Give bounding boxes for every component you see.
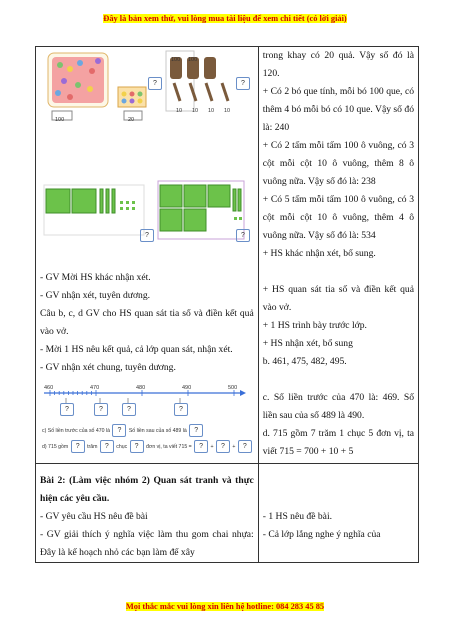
answer-box[interactable]: ? xyxy=(122,403,136,416)
stick-10-d xyxy=(222,83,228,101)
answer-box[interactable]: ? xyxy=(238,440,252,453)
preview-banner: Đây là bản xem thử, vui lòng mua tài liệu để xem chi tiết (có lời giải) xyxy=(103,14,347,23)
text-line: + HS khác nhận xét, bổ sung. xyxy=(262,248,376,259)
text-line: trong khay có 20 quả. Vậy số đó là 120. xyxy=(262,50,414,79)
text-line: + Có 5 tấm mỗi tấm 100 ô vuông, có 3 cột mỗi cột 10 ô vuông, thêm 4 ô vuông nữa. Vậy số đó là: 534 xyxy=(262,194,414,241)
stick-label-10-a: 10 xyxy=(176,108,183,114)
candy-tray xyxy=(118,87,146,107)
tick-label-490: 490 xyxy=(182,385,192,391)
exercise-heading: Bài 2: (Làm việc nhóm 2) Quan sát tranh và thực hiện các yêu cầu. xyxy=(40,475,254,504)
figure-square-blocks xyxy=(40,159,254,269)
text-line: Câu b, c, d GV cho HS quan sát tia số và điền kết quả vào vở. xyxy=(40,308,254,337)
text-line: c. Số liền trước của 470 là: 469. Số liền sau của số 489 là 490. xyxy=(262,392,414,421)
hundred-square xyxy=(72,189,96,213)
stick-label-10-b: 10 xyxy=(192,108,199,114)
answer-box[interactable]: ? xyxy=(148,77,162,90)
hundred-square xyxy=(46,189,70,213)
text-line: - Mời 1 HS nêu kết quả, cả lớp quan sát, nhận xét. xyxy=(40,344,233,355)
text-line: + 1 HS trình bày trước lớp. xyxy=(262,320,367,331)
answer-box[interactable]: ? xyxy=(236,229,250,242)
text-line: - 1 HS nêu đề bài. xyxy=(262,511,333,522)
figure-candy-sticks xyxy=(40,47,254,159)
text-line: - GV giải thích ý nghĩa việc làm thu gom chai nhựa: Đây là kế hoạch nhỏ các bạn làm để xây xyxy=(40,529,254,558)
text-line: d. 715 gồm 7 trăm 1 chục 5 đơn vị, ta viết 715 = 700 + 10 + 5 xyxy=(262,428,414,457)
answer-box[interactable]: ? xyxy=(140,229,154,242)
answer-box[interactable]: ? xyxy=(71,440,85,453)
text-line: + Có 2 bó que tính, mỗi bó 100 que, có thêm 4 bó mỗi bó có 10 que. Vậy số đó là: 240 xyxy=(262,86,414,133)
hotline-banner: Mọi thắc mắc vui lòng xin liên hệ hotline: 084 283 45 85 xyxy=(125,602,325,611)
number-line-figure xyxy=(40,377,254,463)
table-row xyxy=(36,464,419,563)
figure-candy-sticks-svg xyxy=(40,47,250,159)
answer-box[interactable]: ? xyxy=(194,440,208,453)
answer-box[interactable]: ? xyxy=(216,440,230,453)
answer-box[interactable]: ? xyxy=(100,440,114,453)
tick-label-500: 500 xyxy=(228,385,238,391)
student-column xyxy=(258,47,418,464)
text-line: - GV Mời HS khác nhận xét. xyxy=(40,272,151,283)
stick-label-10-c: 10 xyxy=(208,108,215,114)
tick-label-480: 480 xyxy=(136,385,146,391)
candy-label-20: 20 xyxy=(128,117,135,123)
text-line: + Có 2 tấm mỗi tấm 100 ô vuông, có 3 cột mỗi cột 10 ô vuông, thêm 8 ô vuông nữa. Vậy số đó là: 238 xyxy=(262,140,414,187)
figure-square-blocks-svg xyxy=(40,159,250,269)
text-line: - GV yêu cầu HS nêu đề bài xyxy=(40,511,148,522)
text-line: + HS quan sát tia số và điền kết quả vào vở. xyxy=(262,284,414,313)
stick-10-c xyxy=(206,83,212,101)
student-column xyxy=(258,464,418,563)
answer-box[interactable]: ? xyxy=(60,403,74,416)
teacher-column xyxy=(36,47,259,464)
answer-box[interactable]: ? xyxy=(189,424,203,437)
tick-label-470: 470 xyxy=(90,385,100,391)
answer-box[interactable]: ? xyxy=(130,440,144,453)
text-line: + HS nhận xét, bổ sung xyxy=(262,338,353,349)
tick-label-460: 460 xyxy=(44,385,54,391)
text-line: - GV nhận xét chung, tuyên dương. xyxy=(40,362,176,373)
answer-box[interactable]: ? xyxy=(112,424,126,437)
stick-label-100-b: 100 xyxy=(188,57,198,63)
candy-label-100: 100 xyxy=(55,117,65,123)
text-line: - Cả lớp lắng nghe ý nghĩa của xyxy=(262,529,381,540)
lesson-table xyxy=(35,46,419,563)
text-line: b. 461, 475, 482, 495. xyxy=(262,356,347,367)
number-line-question-d: d) 715 gồm ? trăm ? chục ? đơn vị, ta viết 715 = ? + ? + ? xyxy=(42,437,252,456)
answer-box[interactable]: ? xyxy=(94,403,108,416)
answer-box[interactable]: ? xyxy=(236,77,250,90)
answer-box[interactable]: ? xyxy=(174,403,188,416)
number-line-question-c: c) Số liền trước của số 470 là ? Số liền sau của số 489 là ? xyxy=(42,421,252,440)
stick-label-10-d: 10 xyxy=(224,108,231,114)
stick-label-100-a: 100 xyxy=(171,57,181,63)
table-row xyxy=(36,47,419,464)
text-line: - GV nhận xét, tuyên dương. xyxy=(40,290,151,301)
teacher-column xyxy=(36,464,259,563)
